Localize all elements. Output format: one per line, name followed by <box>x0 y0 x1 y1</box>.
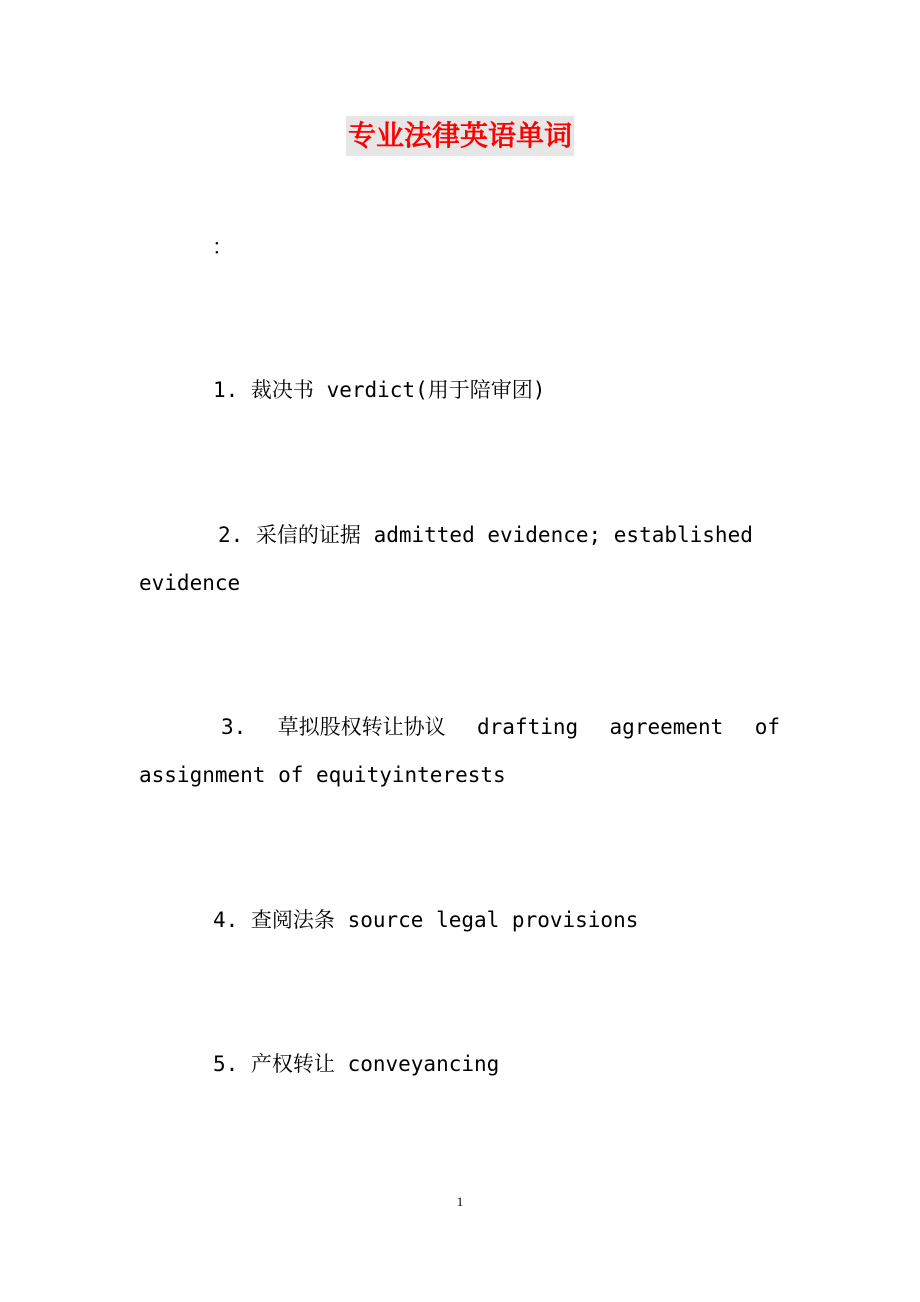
vocab-item-3-chinese: 草拟股权转让协议 <box>277 715 446 739</box>
page-number: 1 <box>456 1194 464 1209</box>
vocab-item-3-number: 3. <box>221 715 247 739</box>
vocab-item-1: 1. 裁决书 verdict(用于陪审团) <box>213 378 546 402</box>
vocab-item-2-continuation: evidence <box>139 571 241 595</box>
vocab-item-2: 2. 采信的证据 admitted evidence; established <box>218 523 753 547</box>
vocab-item-3-word-agreement: agreement <box>609 715 724 739</box>
vocab-item-3-word-drafting: drafting <box>477 715 579 739</box>
vocab-item-3-continuation: assignment of equityinterests <box>139 763 506 787</box>
vocab-item-3-word-of: of <box>754 715 780 739</box>
intro-colon: ： <box>212 235 233 259</box>
vocab-item-5: 5. 产权转让 conveyancing <box>213 1052 500 1076</box>
vocab-item-3 <box>221 712 780 742</box>
document-title: 专业法律英语单词 <box>346 116 574 156</box>
title-container <box>0 116 920 156</box>
vocab-item-4: 4. 查阅法条 source legal provisions <box>213 908 639 932</box>
